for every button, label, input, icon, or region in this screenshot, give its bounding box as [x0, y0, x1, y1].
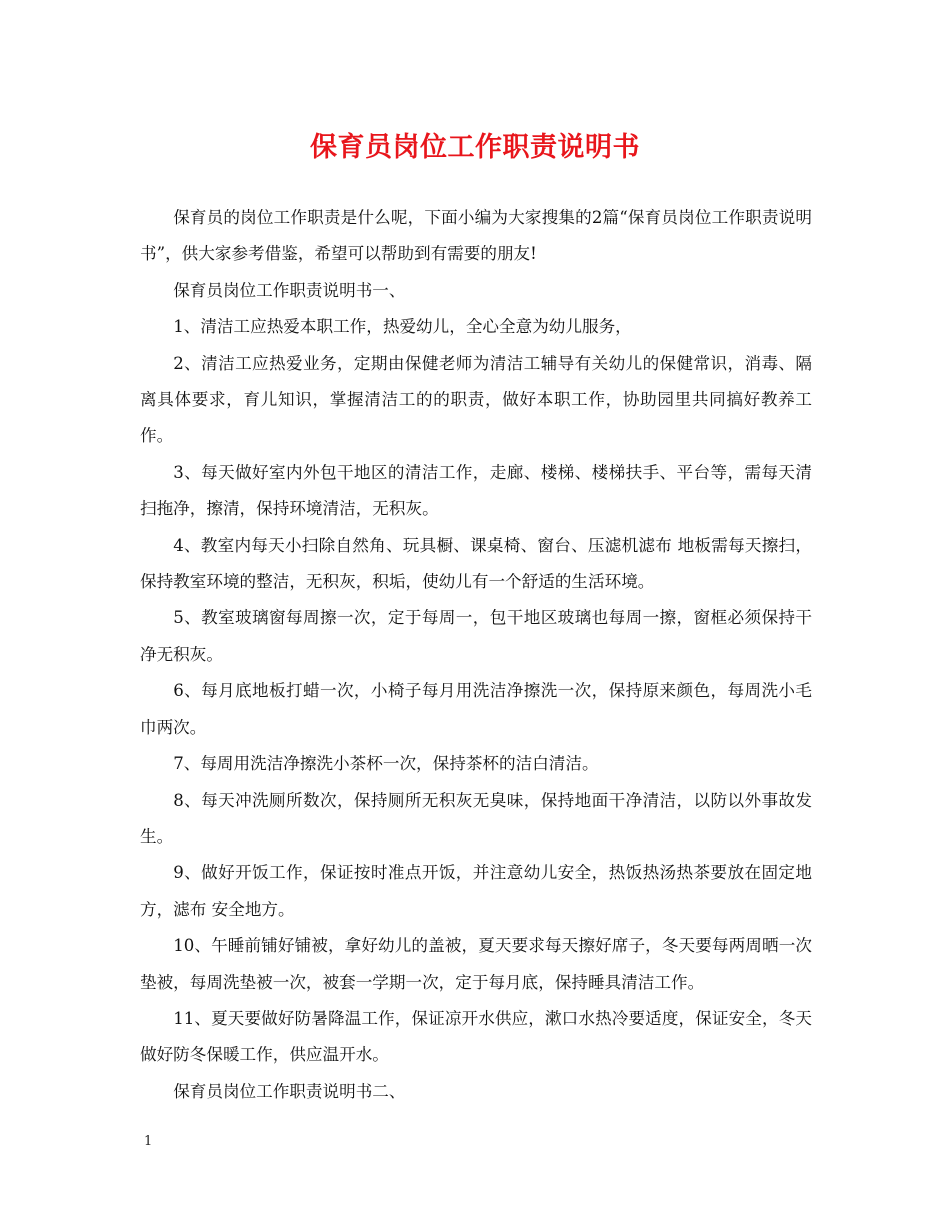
- duty-item-6: 6、每月底地板打蜡一次，小椅子每月用洗洁净擦洗一次，保持原来颜色，每周洗小毛巾两次。: [140, 681, 812, 737]
- duty-item-2: 2、清洁工应热爱业务，定期由保健老师为清洁工辅导有关幼儿的保健常识，消毒、隔离具体要求，育儿知识，掌握清洁工的的职责，做好本职工作，协助园里共同搞好教养工作。: [140, 353, 812, 446]
- duty-item-8: 8、每天冲洗厕所数次，保持厕所无积灰无臭味，保持地面干净清洁，以防以外事故发生。: [140, 790, 812, 846]
- duty-item-3: 3、每天做好室内外包干地区的清洁工作，走廊、楼梯、楼梯扶手、平台等，需每天清扫拖净，擦清，保持环境清洁，无积灰。: [140, 462, 812, 519]
- duty-item-1: 1、清洁工应热爱本职工作，热爱幼儿，全心全意为幼儿服务，: [173, 317, 632, 337]
- page-number: 1: [144, 1134, 153, 1149]
- duty-item-7: 7、每周用洗洁净擦洗小茶杯一次，保持茶杯的洁白清洁。: [173, 754, 599, 774]
- section-heading-one: 保育员岗位工作职责说明书一、: [173, 280, 406, 300]
- duty-item-9: 9、做好开饭工作，保证按时准点开饭，并注意幼儿安全，热饭热汤热茶要放在固定地方，滤布 安全地方。: [140, 863, 812, 919]
- duty-item-4: 4、教室内每天小扫除自然角、玩具橱、课桌椅、窗台、压滤机滤布 地板需每天擦扫，保持教室环境的整洁，无积灰，积垢，使幼儿有一个舒适的生活环境。: [140, 535, 812, 592]
- document-title: 保育员岗位工作职责说明书: [310, 132, 640, 163]
- section-heading-two: 保育员岗位工作职责说明书二、: [173, 1081, 406, 1101]
- duty-item-10: 10、午睡前铺好铺被，拿好幼儿的盖被，夏天要求每天擦好席子，冬天要每两周晒一次垫被，每周洗垫被一次，被套一学期一次，定于每月底，保持睡具清洁工作。: [140, 936, 812, 992]
- document-body: [140, 200, 812, 1110]
- duty-item-5: 5、教室玻璃窗每周擦一次，定于每周一，包干地区玻璃也每周一擦，窗框必须保持干净无积灰。: [140, 608, 812, 664]
- duty-item-11: 11、夏天要做好防暑降温工作，保证凉开水供应，漱口水热冷要适度，保证安全，冬天做好防冬保暖工作，供应温开水。: [140, 1008, 812, 1065]
- paragraph-intro: 保育员的岗位工作职责是什么呢，下面小编为大家搜集的2篇“保育员岗位工作职责说明书”，供大家参考借鉴，希望可以帮助到有需要的朋友!: [140, 208, 812, 264]
